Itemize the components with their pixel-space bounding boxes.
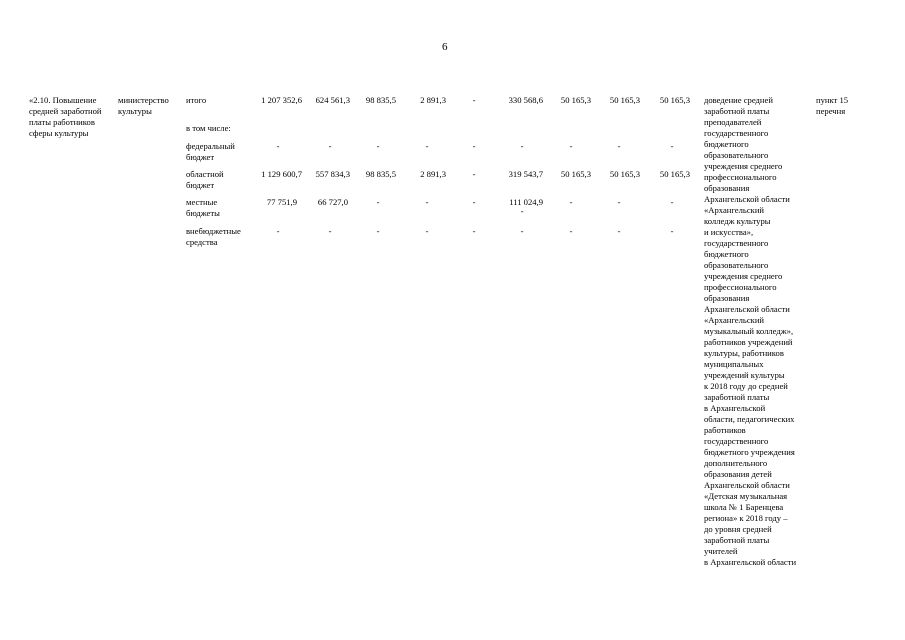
value-cell: 2 891,3 [420,169,446,179]
reference-line: перечня [816,106,846,116]
measure-title-line: «2.10. Повышение [29,95,97,105]
in-that-number-label: в том числе: [186,123,231,133]
result-line: государственного [704,238,769,248]
result-line: образовательного [704,260,769,270]
value-cell: - [617,226,621,236]
value-cell: 77 751,9 [266,197,297,207]
value-cell: 50 165,3 [659,169,690,179]
measure-title-line: платы работников [29,117,95,127]
value-cell: - [376,141,380,151]
measure-title-line: сферы культуры [29,128,89,138]
result-line: в Архангельской [704,403,766,413]
result-line: Архангельской области [704,304,790,314]
result-line: учреждения среднего [704,271,783,281]
result-line: образования детей [704,469,772,479]
value-cell: - [425,226,429,236]
row-label: местные [186,197,218,207]
result-line: образовательного [704,150,769,160]
value-cell: 66 727,0 [317,197,348,207]
value-cell: 624 561,3 [315,95,350,105]
result-line: Архангельской области [704,194,790,204]
value-cell: 1 207 352,6 [261,95,302,105]
result-line: муниципальных [704,359,764,369]
result-line: государственного [704,128,769,138]
result-line: школа № 1 Баренцева [704,502,784,512]
result-line: профессионального [704,172,777,182]
value-cell: 98 835,5 [365,169,396,179]
row-label: бюджет [186,180,215,190]
value-cell: 1 129 600,7 [261,169,302,179]
value-cell: 319 543,7 [508,169,543,179]
result-line: к 2018 году до средней [704,381,788,391]
row-label: федеральный [186,141,235,151]
result-line: «Архангельский [704,315,765,325]
value-cell: - [670,197,674,207]
result-line: области, педагогических [704,414,795,424]
result-line: образования [704,183,750,193]
result-line: в Архангельской области [704,557,797,567]
value-cell: - [376,226,380,236]
value-cell: - [520,226,524,236]
value-cell: - [569,226,573,236]
value-cell: 557 834,3 [315,169,350,179]
value-cell: - [472,226,476,236]
value-cell: - [617,141,621,151]
result-line: бюджетного [704,249,749,259]
row-label: бюджеты [186,208,220,218]
result-line: бюджетного учреждения [704,447,795,457]
result-line: бюджетного [704,139,749,149]
value-cell: 50 165,3 [659,95,690,105]
value-cell: 111 024,9 [509,197,543,207]
value-cell: - [425,141,429,151]
value-cell: - [520,141,524,151]
executor-line: культуры [118,106,152,116]
result-line: преподавателей [704,117,762,127]
result-line: колледж культуры [704,216,771,226]
row-label: областной [186,169,224,179]
result-line: региона» к 2018 году – [704,513,788,523]
result-line: государственного [704,436,769,446]
executor-line: министерство [118,95,169,105]
value-cell: 50 165,3 [609,95,640,105]
value-cell: - [472,95,476,105]
value-cell: - [472,169,476,179]
value-cell: - [670,141,674,151]
result-line: доведение средней [704,95,773,105]
value-cell: 98 835,5 [365,95,396,105]
result-line: «Детская музыкальная [704,491,788,501]
value-cell: - [569,141,573,151]
value-cell: 330 568,6 [508,95,543,105]
result-line: работников [704,425,746,435]
result-line: профессионального [704,282,777,292]
result-line: и искусства», [704,227,754,237]
row-label: итого [186,95,207,105]
reference-line: пункт 15 [816,95,849,105]
page-number: 6 [442,41,448,53]
result-line: до уровня средней [704,524,772,534]
value-cell: 2 891,3 [420,95,446,105]
result-line: учреждений культуры [704,370,785,380]
value-cell: - [617,197,621,207]
value-cell: - [670,226,674,236]
row-label: внебюджетные [186,226,241,236]
result-line: музыкальный колледж», [704,326,794,336]
row-label: бюджет [186,152,215,162]
value-cell: - [376,197,380,207]
value-cell: - [328,226,332,236]
value-cell: - [276,141,280,151]
value-cell: - [569,197,573,207]
value-cell: - [520,206,524,216]
result-line: работников учреждений [704,337,793,347]
value-cell: - [328,141,332,151]
result-line: заработной платы [704,535,770,545]
row-label: средства [186,237,218,247]
result-line: культуры, работников [704,348,784,358]
result-line: «Архангельский [704,205,765,215]
result-line: заработной платы [704,106,770,116]
result-line: учреждения среднего [704,161,783,171]
result-line: учителей [704,546,738,556]
measure-title-line: средней заработной [29,106,102,116]
value-cell: 50 165,3 [609,169,640,179]
result-line: дополнительного [704,458,768,468]
result-line: заработной платы [704,392,770,402]
result-line: Архангельской области [704,480,790,490]
value-cell: - [472,197,476,207]
value-cell: - [425,197,429,207]
value-cell: 50 165,3 [560,95,591,105]
value-cell: 50 165,3 [560,169,591,179]
value-cell: - [276,226,280,236]
value-cell: - [472,141,476,151]
result-line: образования [704,293,750,303]
